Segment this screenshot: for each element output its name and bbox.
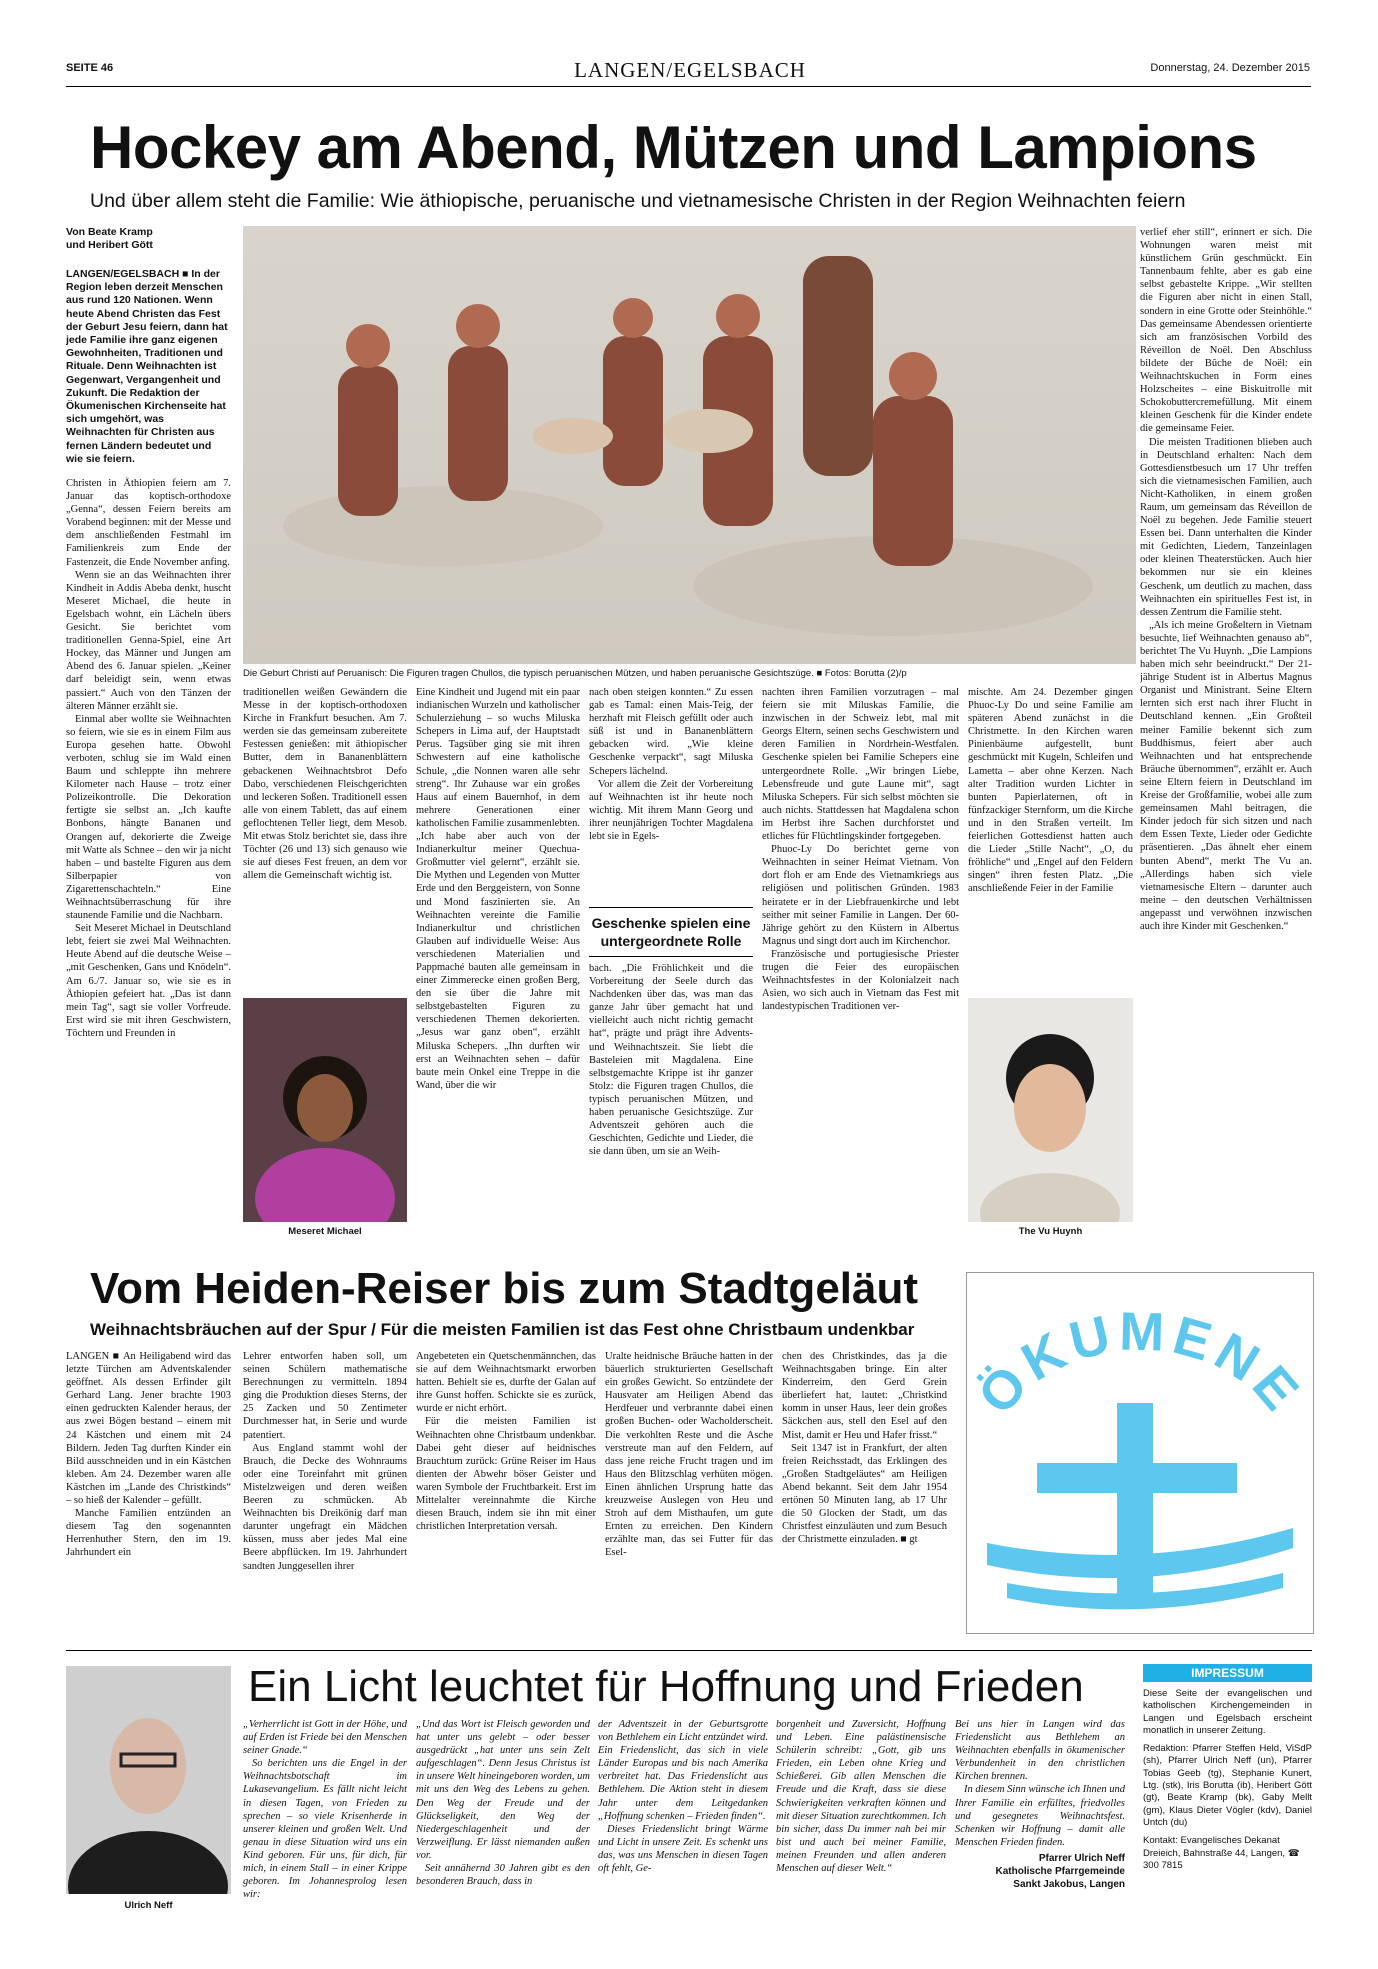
paragraph: So berichten uns die Engel in der Weihnachtsbotschaft im Lukasevangelium. Es fällt nicht leicht in diesen Tagen, von Frieden zu sprechen – so viele Krisenherde in unserer kleinen und großen Welt. Und genau in diese Situation wird uns ein Kind geboren. Für uns, für dich, für mich, in einem Stall – in einer Krippe geboren. Im Johannesprolog lesen wir: — [243, 1758, 407, 1901]
headline-article2-subtitle: Weihnachtsbräuchen auf der Spur / Für die meisten Familien ist das Fest ohne Christbaum undenkbar — [90, 1320, 915, 1339]
signature: Pfarrer Ulrich Neff Katholische Pfarrgemeinde Sankt Jakobus, Langen — [995, 1853, 1125, 1890]
paragraph: Manche Familien entzünden an diesem Tag den sogenannten Herrenhuther Stern, den im 19. Jahrhundert ein — [66, 1508, 231, 1559]
paragraph: traditionellen weißen Gewändern die Messe in der koptisch-orthodoxen Kirche in Frankfurt besuchen. Am 7. werden sie das gemeinsam zubereitete Festessen genießen: mit äthiopischer Butter, dem in Bananenblättern gebackenen Weihnachtsbrot Defo Dabo, verschiedenen Fleischgerichten und leckeren Soßen. Traditionell essen alle von einem Tablett, das auf einem geflochtenen Teller liegt, dem Mesob. Mit etwas Stolz berichtet sie, dass ihre Töchter (26 und 13) sich genauso wie sie auf dieses Fest freuen, an dem vor allem die Gemeinschaft wichtig ist. — [243, 687, 407, 882]
impressum-heading: IMPRESSUM — [1143, 1664, 1312, 1682]
article1-col4a — [589, 686, 753, 904]
paragraph: Dieses Friedenslicht bringt Wärme und Licht in unsere Zeit. Es schenkt uns das, was uns Menschen in diesen Tagen oft fehlt, Ge- — [598, 1823, 768, 1875]
photo-caption: Die Geburt Christi auf Peruanisch: Die Figuren tragen Chullos, die typisch peruanischen Mützen, und haben peruanische Gesichtszüge. ■ Fotos: Borutta (2)/p — [243, 668, 907, 679]
paragraph: bach. „Die Fröhlichkeit und die Vorbereitung der Seele durch das Nachdenken über das, was man das ganze Jahr über gemacht hat und vielleicht auch nicht richtig gemacht hat“, prägte und prägt ihre Advents- und Weihnachtszeit. Sie liebt die Basteleien mit Magdalena. Eine selbstgemachte Krippe ist ihr ganzer Stolz: die Figuren tragen Chullos, die typisch peruanischen Mützen, und haben peruanische Gesichtszüge. Zur Adventszeit gehören auch die Geschichten, Gedichte und Lieder, die sie dann üben, um sie an Weih- — [589, 963, 753, 1158]
oekumene-logo — [966, 1272, 1314, 1634]
subhead-rule-bottom — [589, 956, 753, 957]
article3-col5 — [955, 1718, 1125, 1848]
article3-col2 — [416, 1718, 590, 1918]
paragraph: der Adventszeit in der Geburtsgrotte von Bethlehem ein Licht entzündet wird. Ein Friedenslicht, das sich in viele Länder Europas und bis nach Amerika verbreitet hat. Das Friedenslicht aus Bethlehem. Die Aktion steht in diesem Jahr unter dem Leitgedanken „Hoffnung schenken – Frieden finden“. — [598, 1719, 768, 1822]
paragraph: LANGEN ■ An Heiligabend wird das letzte Türchen am Adventskalender geöffnet. Als dessen Erfinder gilt Gerhard Lang. Jener brachte 1903 einen gedruckten Kalender heraus, der aus zwei Bögen bestand – einem mit 24 Kästchen und einem mit 24 Bildern. Jeden Tag durften Kinder ein Bild ausschneiden und in ein Kästchen kleben. Am 24. Dezember waren alle Kästchen im „Lande des Christkinds“ – so hieß der Kalender – gefüllt. — [66, 1351, 231, 1507]
intro-text: LANGEN/EGELSBACH ■ In der Region leben derzeit Menschen aus rund 120 Nationen. Wenn heute Abend Christen das Fest der Geburt Jesu feiern, dann hat jede Familie ihre ganz eigenen Gewohnheiten, Traditionen und Rituale. Denn Weihnachten ist Gegenwart, Vergangenheit und Zukunft. Die Redaktion der Ökumenischen Kirchenseite hat sich umgehört, was Weihnachten für Christen aus fernen Ländern bedeutet und wie sie feiern. — [66, 268, 228, 465]
impressum-editors: Redaktion: Pfarrer Steffen Held, ViSdP (sh), Pfarrer Ulrich Neff (un), Pfarrer Tobias Geeb (tg), Stephanie Kunert, Ltg. (stk), Iris Borutta (ib), Heribert Gött (gt), Beate Kramp (bk), Gaby Mellt (gm), Klaus Dieter Vögler (kdv), Daniel Untch (du) — [1143, 1743, 1312, 1828]
header-rule — [66, 86, 1311, 87]
paragraph: „Als ich meine Großeltern in Vietnam besuchte, lief Weihnachten genauso ab“, berichtet The Vu Huynh. „Die Lampions haben mich sehr beeindruckt.“ Der 21-jährige Student ist in Albertus Magnus Organist und Ministrant. Seine Eltern lernten sich erst nach ihrer Flucht in Deutschland kennen. „Ein Großteil meiner Familie bekennt sich zum Buddhismus, feiert aber auch Weihnachten und hat entsprechende Bräuche übernommen“, erzählt er. Auch seine Eltern feiern in Deutschland im Kreise der Großfamilie, wobei alle zum gemeinsamen Mahl beitragen, die Kinder jedoch für sich sitzen und nach dem Essen Texte, Lieder oder Gedichte präsentieren. „Das ähnelt eher einem bunten Abend“, merkt The Vu an. „Allerdings haben sich viele vietnamesische Eltern – darunter auch meine – den deutschen Verhältnissen angepasst und verwöhnen inzwischen auch ihre Kinder mit Geschenken.“ — [1140, 619, 1312, 932]
impressum-contact: Kontakt: Evangelisches Dekanat Dreieich, Bahnstraße 44, Langen, ☎ 300 7815 — [1143, 1835, 1300, 1871]
paragraph: Französische und portugiesische Priester trugen die Feier des europäischen Weihnachtsfestes in der Kolonialzeit nach Asien, wo sich auch in Vietnam das Fest mit landestypischen Traditionen ver- — [762, 948, 959, 1013]
paragraph: Vor allem die Zeit der Vorbereitung auf Weihnachten ist ihr heute noch wichtig. Mit ihrem Mann Georg und ihrer neunjährigen Tochter Magdalena lebt sie in Egels- — [589, 778, 753, 843]
article2-col1 — [66, 1350, 231, 1640]
paragraph: Bei uns hier in Langen wird das Friedenslicht aus Bethlehem an Weihnachten ebenfalls in ökumenischer Verbundenheit in den christlichen Kirchen brennen. — [955, 1719, 1125, 1783]
section-name: LANGEN/EGELSBACH — [574, 58, 806, 82]
impressum-intro: Diese Seite der evangelischen und katholischen Kirchengemeinden in Langen und Egelsbach erscheint monatlich in unserer Zeitung. — [1143, 1688, 1312, 1736]
paragraph: Eine Kindheit und Jugend mit ein paar indianischen Wurzeln und katholischer Schulerziehung – so wuchs Miluska Schepers in Lima auf, der Hauptstadt Perus. Tagsüber ging sie mit ihren Schwestern auf eine katholische Schule, „die Nonnen waren alle sehr streng“. Ihr Zuhause war ein großes Haus auf einem Bauernhof, in dem mehrere Generationen einer katholischen Familie zusammenlebten. „Ich habe aber auch von der Indianerkultur meiner Quechua-Großmutter viel gelernt“, erzählt sie. Die Mythen und Legenden von Mutter Erde und den Berggeistern, von Sonne und Mond faszinierten sie. An Weihnachten vereinte die Familie Indianerkultur und christlichen Glauben auf individuelle Weise: Aus verschiedenen Materialien und Pappmaché bauten alle gemeinsam in einer Zimmerecke einen großen Berg, den sie über die Jahre mit selbstgebastelten Figuren zu verschiedenen Themen dekorierten. „Jesus war ganz oben“, erzählt Miluska Schepers. „Ihn durften wir erst an Weihnachten sehen – dafür baute mein Onkel eine Treppe in die Wand, über die wir — [416, 687, 580, 1091]
paragraph: Wenn sie an das Weihnachten ihrer Kindheit in Addis Abeba denkt, huscht Meseret Michael, die heute in Egelsbach wohnt, ein Lächeln übers Gesicht. Sie berichtet vom traditionellen Genna-Spiel, eine Art Hockey, das Männer und Jungen am Abend des 6. Januar spielen. „Keiner darf beleidigt sein, wenn etwas passiert.“ Auch von den Tänzen der älteren Männer erzählt sie. — [66, 569, 231, 712]
portrait-meseret-caption: Meseret Michael — [288, 1226, 362, 1237]
subhead-rule-top — [589, 907, 753, 908]
article2-col4 — [605, 1350, 773, 1640]
paragraph: Seit 1347 ist in Frankfurt, der alten freien Reichsstadt, das Erklingen des „Großen Stadtgeläutes“ am Heiligen Abend bekannt. Seit dem Jahr 1954 ertönen 50 Minuten lang, ab 17 Uhr die 50 Glocken der Stadt, um das Christfest einzuläuten und zum Besuch der Christmette einzuladen. ■ gt — [782, 1442, 947, 1546]
portrait-the-vu-huynh — [968, 998, 1133, 1222]
paragraph: Angebeteten ein Quetschenmännchen, das sie auf dem Weihnachtsmarkt erworben hatten. Behielt sie es, durfte der Galan auf ihre Gunst hoffen. Schickte sie es zurück, wurde er nicht erhört. — [416, 1351, 596, 1415]
issue-date: Donnerstag, 24. Dezember 2015 — [1150, 62, 1310, 74]
paragraph: Lehrer entworfen haben soll, um seinen Schülern mathematische Berechnungen zu vermitteln. 1894 ging die Produktion dieses Sterns, der 25 Zacken und 50 Zentimeter Durchmesser hat, in Serie und wurde patentiert. — [243, 1351, 407, 1441]
article1-col1 — [66, 477, 231, 1239]
article1-col3 — [416, 686, 580, 1238]
paragraph: „Und das Wort ist Fleisch geworden und hat unter uns gelebt – oder besser ausgedrückt „hat unter uns sein Zelt aufgeschlagen“. Denn Jesus Christus ist in unsere Welt hineingeboren worden, um mit uns den Weg des Lebens zu gehen. Den Weg der Freude und der Glückseligkeit, den Weg der Niedergeschlagenheit und der Verzweiflung. Er lässt niemanden außen vor. — [416, 1719, 590, 1861]
paragraph: borgenheit und Zuversicht, Hoffnung und Leben. Eine palästinensische Schülerin schreibt: „Gott, gib uns Frieden, ein Leben ohne Krieg und Schießerei. Gib allen Menschen die Freude und die Kraft, dass sie diese Schwierigkeiten verkraften können und mit dieser Situation zurechtkommen. Ich bin sicher, dass Du immer nah bei mir bist und auch bei meiner Familie, meinen Freunden und allen anderen Menschen auf dieser Welt.“ — [776, 1719, 946, 1875]
paragraph: Einmal aber wollte sie Weihnachten so feiern, wie sie es in einem Film aus Europa gesehen hatte. Obwohl verboten, schlug sie im Wald einen Baum und schleppte ihn mehrere Kilometer nach Hause – trotz einer Polizeikontrolle. Die Dekoration fertigte sie selbst an. „Ich kaufte Bonbons, hängte Bananen und Orangen auf, dekorierte die Zweige mit Watte als Schnee – den wir ja nicht haben – und bastelte Figuren aus dem Silberpapier von Zigarettenschachteln.“ Eine Weihnachtsüberraschung für ihre staunende Familie und die Nachbarn. — [66, 713, 231, 922]
headline-article3: Ein Licht leuchtet für Hoffnung und Frieden — [248, 1662, 1084, 1711]
article1-col7 — [1140, 226, 1312, 1240]
headline-main-subtitle: Und über allem steht die Familie: Wie äthiopische, peruanische und vietnamesische Christen in der Region Weihnachten feiern — [90, 190, 1186, 212]
paragraph: Seit annähernd 30 Jahren gibt es den besonderen Brauch, dass in — [416, 1863, 590, 1888]
article3-col4 — [776, 1718, 946, 1918]
article3-col3 — [598, 1718, 768, 1918]
portrait-vu-caption: The Vu Huynh — [1018, 1226, 1083, 1237]
paragraph: In diesem Sinn wünsche ich Ihnen und Ihrer Familie ein erfülltes, friedvolles und gesegnetes Weihnachtsfest. Schenken wir Hoffnung – damit alle Menschen Frieden finden. — [955, 1784, 1125, 1848]
article1-col5 — [762, 686, 959, 1238]
paragraph: Seit Meseret Michael in Deutschland lebt, feiert sie zwei Mal Weihnachten. Heute Abend auf die deutsche Weise – „mit Geschenken, Gans und Knödeln“. Am 6./7. Januar so, wie sie es in Äthiopien gefeiert hat. „Das ist dann mein Tag“, sagt sie voller Vorfreude. Erst wird sie mit ihren Geschwistern, Töchtern und Freunden in — [66, 923, 231, 1039]
paragraph: Für die meisten Familien ist Weihnachten ohne Christbaum undenkbar. Dabei geht dieser auf heidnisches Brauchtum zurück: Grüne Reiser im Haus dienten der Abwehr böser Geister und waren Symbole der Fruchtbarkeit. Erst im Mittelalter vereinnahmte die Kirche diesen Brauch, indem sie ihn mit einer christlichen Interpretation versah. — [416, 1416, 596, 1533]
paragraph: Christen in Äthiopien feiern am 7. Januar das koptisch-orthodoxe „Genna“, dessen Feiern bereits am Vorabend beginnen: mit der Messe und dem anschließenden Festmahl im Familienkreis zum Ende der Fastenzeit, die Ende November anfing. — [66, 478, 231, 568]
paragraph: nachten ihren Familien vorzutragen – mal feiern sie mit Miluskas Familie, die inzwischen in der Schweiz lebt, mal mit Georgs Eltern, seinen sechs Geschwistern und deren Familien in Nordrhein-Westfalen. Geschenke spielen bei Familie Schepers eine untergeordnete Rolle. „Wir bringen Liebe, Lebensfreude und gute Laune mit“, sagt Miluska Schepers. Für sich selbst möchten sie auch nichts. Stattdessen hat Magdalena schon im Herbst ihre Sachen durchforstet und etliches für Flüchtlingskinder fortgegeben. — [762, 687, 959, 843]
paragraph: nach oben steigen konnten.“ Zu essen gab es Tamal: einen Mais-Teig, der herzhaft mit Fleisch gefüllt oder auch süß ist und in Bananenblättern gebacken wird. „Wie kleine Geschenke verpackt“, sagt Miluska Schepers lächelnd. — [589, 687, 753, 777]
portrait-ulrich-neff — [66, 1666, 231, 1894]
paragraph: mischte. Am 24. Dezember gingen Phuoc-Ly Do und seine Familie am späteren Abend zunächst in die Christmette. In den Kirchen waren Pinienbäume aufgestellt, bunt geschmückt mit Kugeln, Schleifen und Lametta – aber ohne Kerzen. Nach alter Tradition wurden Lichter in bunten Papierlaternen, oft in fünfzackiger Sternform, um die Kirche und in den Straßen verteilt. Im feierlichen Gottesdienst hatten auch die Lieder „Stille Nacht“, „O, du fröhliche“ und „Engel auf den Feldern singen“ ihren festen Platz. „Die anschließende Feier in der Familie — [968, 687, 1133, 895]
paragraph: Die meisten Traditionen blieben auch in Deutschland erhalten: Nach dem Gottesdienstbesuch um 17 Uhr treffen sich die vietnamesischen Familien, auch Nicht-Katholiken, in einem großen Raum, um gemeinsam das Réveillon de Noël zu begehen. Jede Familie steuert Essen bei. Dann unterhalten die Kinder mit Gedichten, Liedern, Tanzeinlagen oder kleinen Theaterstücken. Auch hier bekommen nur sie ein kleines Geschenk, um deutlich zu machen, dass Weihnachten ein spirituelles Fest ist, in dessen Zentrum die Familie steht. — [1140, 436, 1312, 618]
paragraph: chen des Christkindes, das ja die Weihnachtsgaben bringe. Ein alter Kinderreim, den Gerd Grein überliefert hat, lautet: „Christkind komm in unser Haus, leer dein großes Säckchen aus, stell den Esel auf den Mist, damit er Heu und Hafer frisst.“ — [782, 1351, 947, 1441]
oekumene-logo-text: ÖKUMENE — [967, 1301, 1313, 1426]
section-rule — [66, 1650, 1312, 1651]
article2-col3 — [416, 1350, 596, 1640]
paragraph: verlief eher still“, erinnert er sich. Die Wohnungen waren meist mit künstlichem Grün geschmückt. Ein Tannenbaum fehlte, aber es gab eine selbst gebastelte Krippe. „Wir stellten die Figuren aber nicht in einen Stall, sondern in eine Grotte oder Steinhöhle.“ Das gemeinsame Abendessen orientierte sich am französischen Vorbild des Réveillon de Noël. Den Abschluss bildete der Bûche de Noël: ein Weihnachtskuchen in Form eines Holzscheites – eine Biskuitrolle mit Schokobuttercremefüllung. Mit einem kleinen Geschenk für die Kinder endete die gemeinsame Feier. — [1140, 227, 1312, 435]
article1-col4b — [589, 962, 753, 1238]
byline: Von Beate Kramp und Heribert Gött — [66, 226, 153, 251]
paragraph: „Verherrlicht ist Gott in der Höhe, und auf Erden ist Friede bei den Menschen seiner Gnade.“ — [243, 1719, 407, 1757]
impressum-text — [1143, 1688, 1312, 1872]
headline-article2: Vom Heiden-Reiser bis zum Stadtgeläut — [90, 1264, 919, 1313]
article2-col5 — [782, 1350, 947, 1640]
paragraph: Uralte heidnische Bräuche hatten in der bäuerlich strukturierten Gesellschaft ein großes Gewicht. So entzündete der Hausvater am Heiligen Abend das Herdfeuer und verbrannte dabei einen großen Buchen- oder Wacholderscheit. Die verkohlten Reste und die Asche verstreute man auf den Feldern, auf dass jene reiche Frucht tragen und im Haus den Blitzschlag verhüten mögen. Einen ähnlichen Ursprung hatte das kreuzweise Auslegen von Heu und Stroh auf dem Misthaufen, um gute Ernten zu erreichen. Den Kindern erzählte man, das sei Futter für das Esel- — [605, 1351, 773, 1559]
portrait-meseret-michael — [243, 998, 407, 1222]
article1-col6 — [968, 686, 1133, 992]
nativity-photo — [243, 226, 1136, 664]
portrait-ulrich-caption: Ulrich Neff — [124, 1900, 173, 1911]
paragraph: Aus England stammt wohl der Brauch, die Decke des Wohnraums oder eine Toreinfahrt mit grünen Mistelzweigen und deren weißen Beeren zu schmücken. Ab Weihnachten bis Dreikönig darf man darunter ungefragt ein Mädchen küssen, muss aber jedes Mal eine Beere abpflücken. Im 19. Jahrhundert sandten Junggesellen ihrer — [243, 1442, 407, 1572]
headline-main: Hockey am Abend, Mützen und Lampions — [90, 114, 1257, 181]
article3-col1 — [243, 1718, 407, 1918]
page-number: SEITE 46 — [66, 62, 114, 74]
article1-col2 — [243, 686, 407, 992]
subhead: Geschenke spielen eine untergeordnete Rolle — [591, 915, 751, 949]
paragraph: Phuoc-Ly Do berichtet gerne von Weihnachten in seiner Heimat Vietnam. Von dort floh er am Ende des Vietnamkriegs aus religiösen und politischen Gründen. 1983 heiratete er in der Liebfrauenkirche und lebt seither mit seiner Familie in Langen. Der 60-Jährige gehört zu den Küstern in Albertus Magnus und singt dort auch im Kirchenchor. — [762, 844, 959, 947]
article2-col2 — [243, 1350, 407, 1640]
